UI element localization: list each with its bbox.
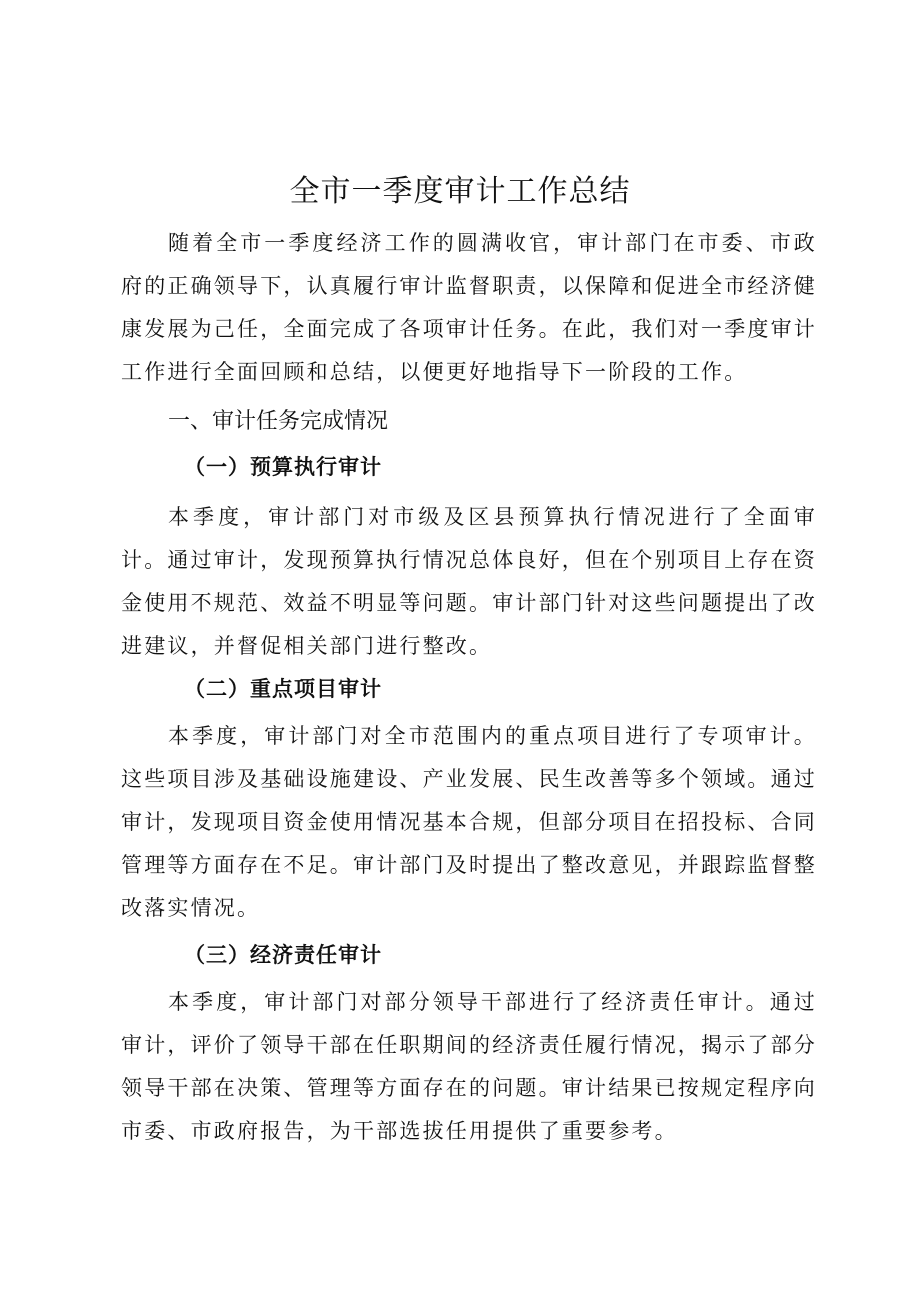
subsection-heading-economic-responsibility-audit: （三）经济责任审计 <box>184 943 382 967</box>
subsection-heading-budget-audit: （一）预算执行审计 <box>184 455 382 479</box>
document-title: 全市一季度审计工作总结 <box>289 174 631 209</box>
section-heading-task-completion: 一、审计任务完成情况 <box>168 409 389 434</box>
budget-audit-paragraph: 本季度，审计部门对市级及区县预算执行情况进行了全面审计。通过审计，发现预算执行情况总体良好，但在个别项目上存在资金使用不规范、效益不明显等问题。审计部门针对这些问题提出了改进建议，并督促相关部门进行整改。 <box>121 505 817 658</box>
intro-paragraph: 随着全市一季度经济工作的圆满收官，审计部门在市委、市政府的正确领导下，认真履行审计监督职责，以保障和促进全市经济健康发展为己任，全面完成了各项审计任务。在此，我们对一季度审计工作进行全面回顾和总结，以便更好地指导下一阶段的工作。 <box>121 231 817 384</box>
key-project-audit-paragraph: 本季度，审计部门对全市范围内的重点项目进行了专项审计。这些项目涉及基础设施建设、产业发展、民生改善等多个领域。通过审计，发现项目资金使用情况基本合规，但部分项目在招投标、合同管理等方面存在不足。审计部门及时提出了整改意见，并跟踪监督整改落实情况。 <box>121 724 817 920</box>
economic-responsibility-audit-paragraph: 本季度，审计部门对部分领导干部进行了经济责任审计。通过审计，评价了领导干部在任职期间的经济责任履行情况，揭示了部分领导干部在决策、管理等方面存在的问题。审计结果已按规定程序向市委、市政府报告，为干部选拔任用提供了重要参考。 <box>121 990 817 1143</box>
subsection-heading-key-project-audit: （二）重点项目审计 <box>184 677 382 701</box>
